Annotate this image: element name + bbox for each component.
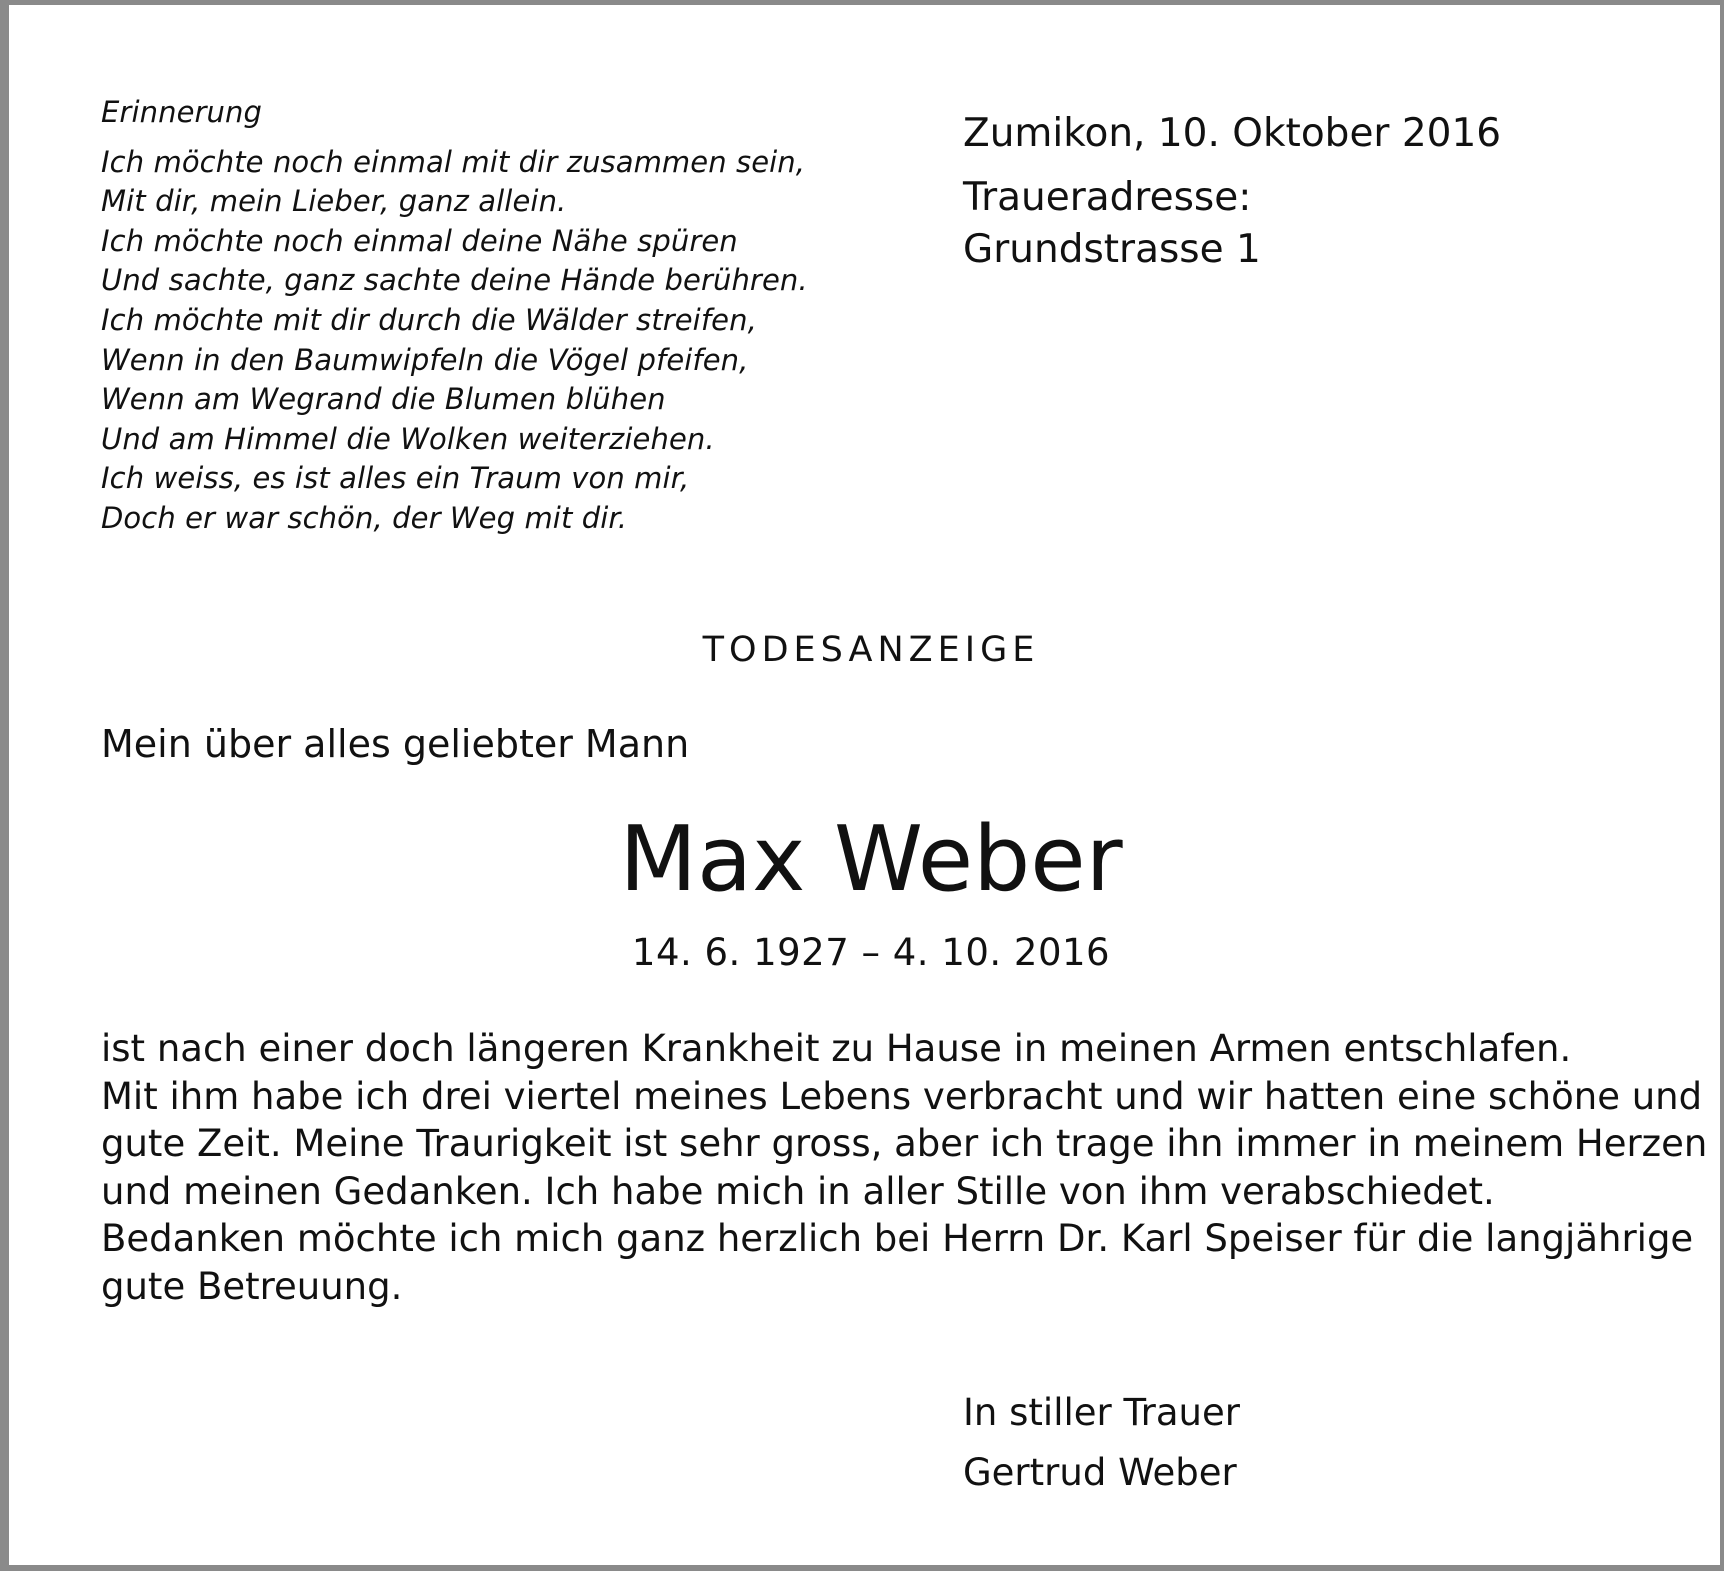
poem-line: Mit dir, mein Lieber, ganz allein. (101, 184, 567, 219)
body-line: und meinen Gedanken. Ich habe mich in aller Stille von ihm verabschiedet. (101, 1169, 1495, 1213)
notice-intro: Mein über alles geliebter Mann (101, 722, 690, 766)
body-line: Mit ihm habe ich drei viertel meines Lebens verbracht und wir hatten eine schöne und (101, 1074, 1703, 1118)
notice-body (101, 1025, 1708, 1311)
body-line: gute Zeit. Meine Traurigkeit ist sehr gross, aber ich trage ihn immer in meinem Herzen (101, 1122, 1708, 1166)
signature-name: Gertrud Weber (963, 1451, 1237, 1494)
signature-block (963, 1383, 1240, 1503)
deceased-name: Max Weber (619, 807, 1123, 912)
poem-line: Ich möchte noch einmal mit dir zusammen sein, (101, 144, 806, 179)
poem-line: Doch er war schön, der Weg mit dir. (101, 500, 628, 535)
poem-line: Ich möchte noch einmal deine Nähe spüren (101, 223, 738, 258)
signature-closing: In stiller Trauer (963, 1391, 1240, 1434)
poem-line: Ich möchte mit dir durch die Wälder streifen, (101, 302, 757, 337)
poem-line: Wenn in den Baumwipfeln die Vögel pfeifen, (101, 342, 749, 377)
notice-title: TODESANZEIGE (702, 630, 1040, 670)
body-line: Bedanken möchte ich mich ganz herzlich bei Herrn Dr. Karl Speiser für die langjährige (101, 1217, 1694, 1261)
poem-line: Wenn am Wegrand die Blumen blühen (101, 382, 666, 417)
poem-heading: Erinnerung (101, 95, 262, 129)
place-date: Zumikon, 10. Oktober 2016 (963, 111, 1502, 156)
life-dates: 14. 6. 1927 – 4. 10. 2016 (631, 931, 1111, 974)
poem-line: Und am Himmel die Wolken weiterziehen. (101, 421, 715, 456)
mourning-address-block (963, 108, 1501, 276)
address-street: Grundstrasse 1 (963, 227, 1261, 272)
body-line: gute Betreuung. (101, 1264, 403, 1308)
poem-block (101, 93, 841, 539)
body-line: ist nach einer doch längeren Krankheit zu Hause in meinen Armen entschlafen. (101, 1027, 1572, 1070)
address-label: Traueradresse: (963, 175, 1252, 220)
poem-line: Ich weiss, es ist alles ein Traum von mir, (101, 461, 690, 496)
poem-line: Und sachte, ganz sachte deine Hände berühren. (101, 263, 808, 298)
